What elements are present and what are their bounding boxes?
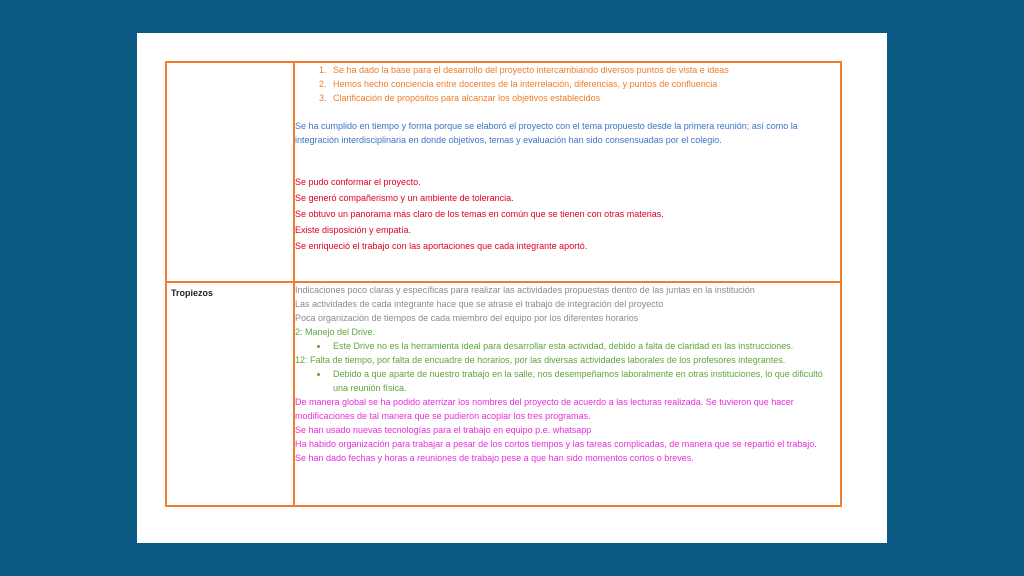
document-table xyxy=(165,61,842,507)
bullet-list xyxy=(295,339,840,353)
gray-line: Las actividades de cada integrante hace que se atrase el trabajo de integración del proyecto xyxy=(295,299,664,309)
gray-line: Poca organización de tiempos de cada miembro del equipo por los diferentes horarios xyxy=(295,313,639,323)
blue-paragraph: Se ha cumplido en tiempo y forma porque se elaboró el proyecto con el tema propuesto desde la primera reunión; así como la integración interdisciplinaria en donde objetivos, temas y evaluación han sido consensuadas por el colegio. xyxy=(295,121,798,145)
green-heading: 12: Falta de tiempo, por falta de encuadre de horarios, por las diversas actividades laborales de los profesores integrantes. xyxy=(295,355,786,365)
numbered-list xyxy=(295,63,840,105)
list-item: 1. Se ha dado la base para el desarrollo del proyecto intercambiando diversos puntos de vista e ideas xyxy=(329,63,840,77)
row-label xyxy=(167,63,293,69)
row-content-cell xyxy=(294,62,841,282)
magenta-line: Se han usado nuevas tecnologías para el trabajo en equipo p.e. whatsapp xyxy=(295,425,592,435)
red-line: Se obtuvo un panorama más claro de los temas en común que se tienen con otras materias. xyxy=(295,209,664,219)
magenta-line: De manera global se ha podido aterrizar los nombres del proyecto de acuerdo a las lecturas realizada. Se tuvieron que hacer modificaciones de tal manera que se pudieron acoplar los tres programas. xyxy=(295,397,794,421)
red-line: Se enriqueció el trabajo con las aportaciones que cada integrante aportó. xyxy=(295,241,588,251)
table-row xyxy=(166,282,841,506)
list-item: 3. Clarificación de propósitos para alcanzar los objetivos establecidos xyxy=(329,91,840,105)
red-line: Se pudo conformar el proyecto. xyxy=(295,177,421,187)
table-row xyxy=(166,62,841,282)
row-label-cell xyxy=(166,282,294,506)
red-line: Existe disposición y empatía. xyxy=(295,225,412,235)
green-heading: 2: Manejo del Drive. xyxy=(295,327,376,337)
row-label-cell xyxy=(166,62,294,282)
list-item: • Este Drive no es la herramienta ideal para desarrollar esta actividad, debido a falta de claridad en las instrucciones. xyxy=(329,339,840,353)
red-line: Se generó compañerismo y un ambiente de tolerancia. xyxy=(295,193,514,203)
slide-page xyxy=(137,33,887,543)
row-label: Tropiezos xyxy=(171,288,214,298)
bullet-list xyxy=(295,367,840,395)
row-content-cell xyxy=(294,282,841,506)
list-item: 2. Hemos hecho conciencia entre docentes de la interrelación, diferencias, y puntos de confluencia xyxy=(329,77,840,91)
magenta-line: Ha habido organización para trabajar a pesar de los cortos tiempos y las tareas complicadas, de manera que se repartió el trabajo. xyxy=(295,439,817,449)
list-item: • Debido a que aparte de nuestro trabajo en la salle, nos desempeñamos laboralmente en otras instituciones, lo que dificultó una reunión física. xyxy=(329,367,840,395)
gray-line: Indicaciones poco claras y específicas para realizar las actividades propuestas dentro de las juntas en la institución xyxy=(295,285,755,295)
magenta-line: Se han dado fechas y horas a reuniones de trabajo pese a que han sido momentos cortos o breves. xyxy=(295,453,694,463)
